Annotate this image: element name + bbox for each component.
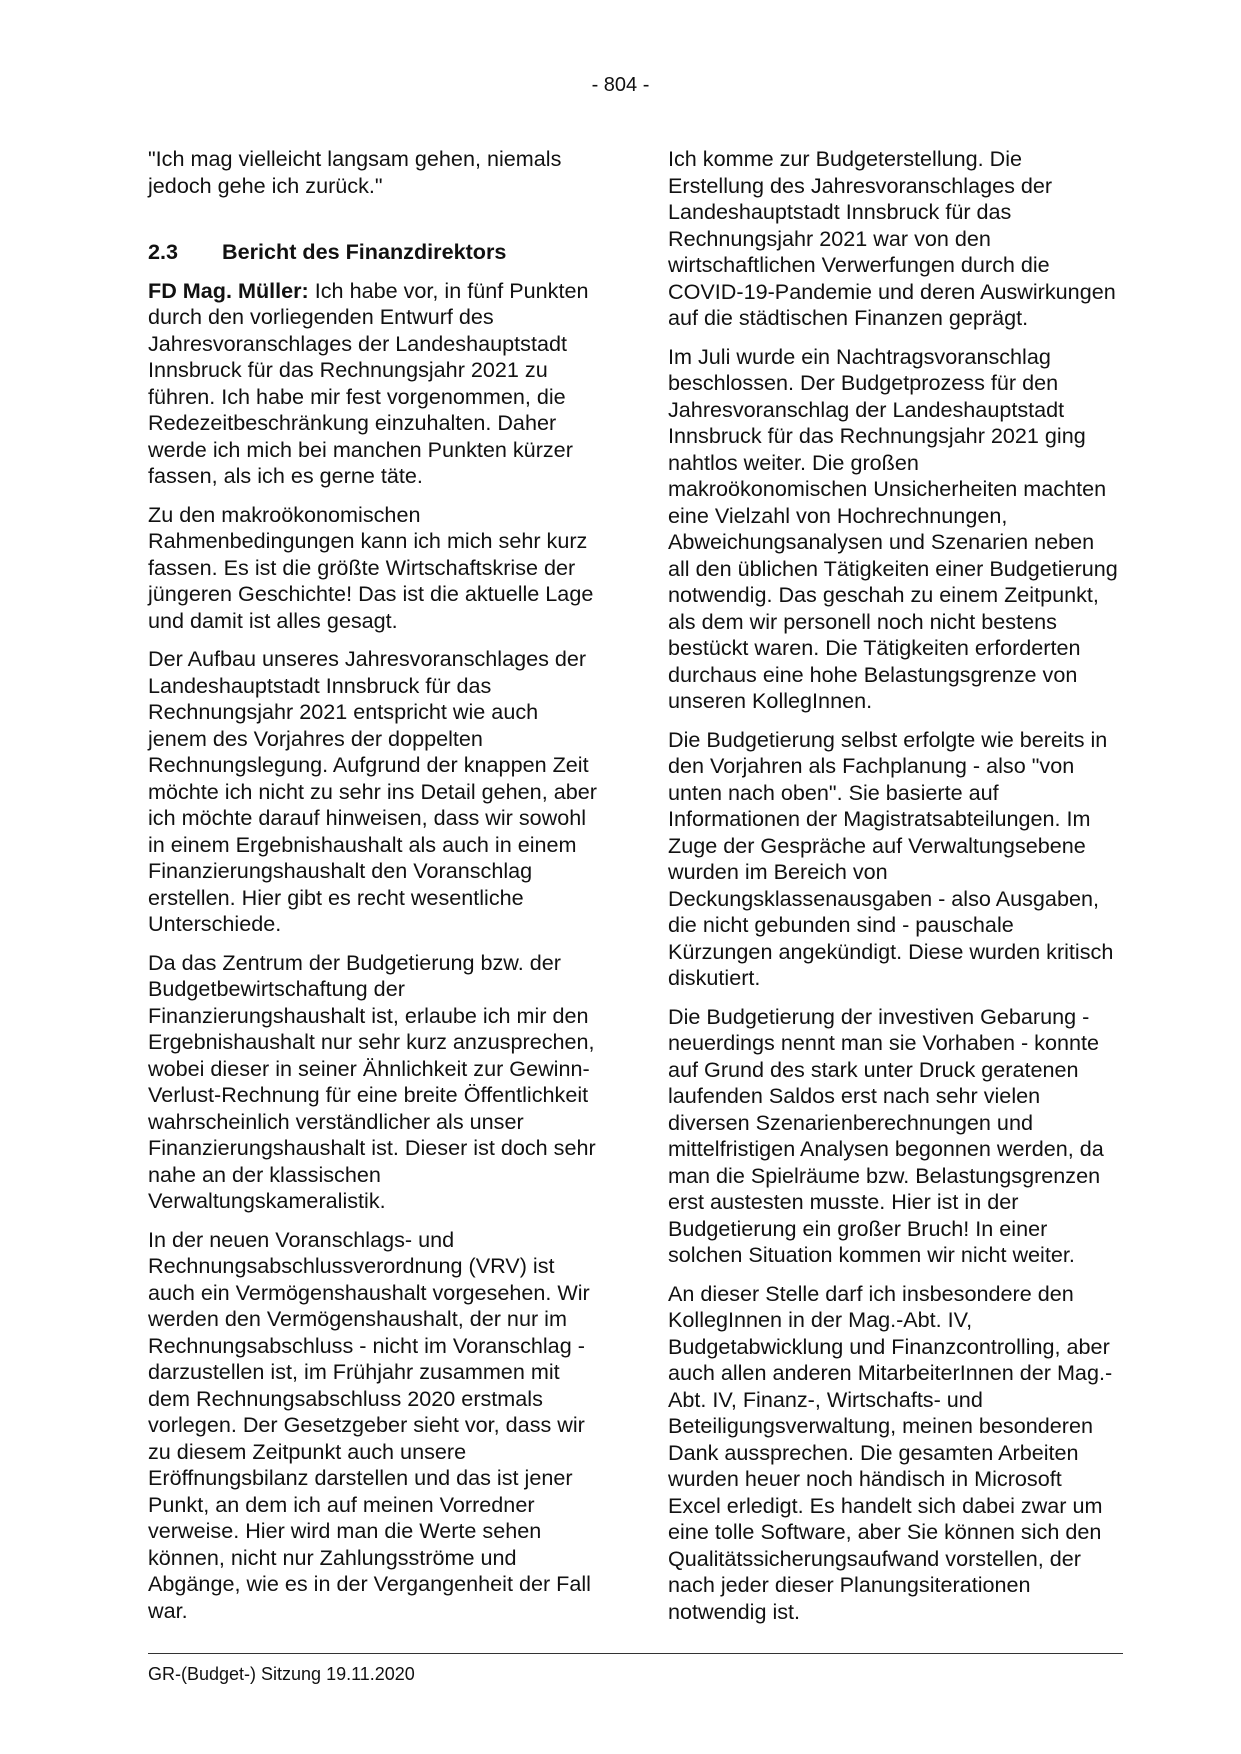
paragraph: An dieser Stelle darf ich insbesondere den KollegInnen in der Mag.-Abt. IV, Budgetabwicklung und Finanzcontrolling, aber auch allen anderen MitarbeiterInnen der Mag.-Abt. IV, Finanz-, Wirtschafts- und Beteiligungsverwaltung, meinen besonderen Dank aussprechen. Die gesamten Arbeiten wurden heuer noch händisch in Microsoft Excel erledigt. Es handelt sich dabei zwar um eine tolle Software, aber Sie können sich den Qualitätssicherungsaufwand vorstellen, der nach jeder dieser Planungsiterationen notwendig ist.: [668, 1280, 1113, 1624]
right-column: [668, 146, 1118, 1637]
section-title: Bericht des Finanzdirektors: [222, 239, 507, 264]
paragraph: Der Aufbau unseres Jahresvoranschlages der Landeshauptstadt Innsbruck für das Rechnungsjahr 2021 entspricht wie auch jenem des Vorjahres der doppelten Rechnungslegung. Aufgrund der knappen Zeit möchte ich nicht zu sehr ins Detail gehen, aber ich möchte darauf hinweisen, dass wir sowohl in einem Ergebnishaushalt als auch in einem Finanzierungshaushalt den Voranschlag erstellen. Hier gibt es recht wesentliche Unterschiede.: [148, 646, 597, 936]
page-number: - 804 -: [591, 74, 650, 96]
paragraph: Im Juli wurde ein Nachtragsvoranschlag beschlossen. Der Budgetprozess für den Jahresvoranschlag der Landeshauptstadt Innsbruck für das Rechnungsjahr 2021 ging nahtlos weiter. Die großen makroökonomischen Unsicherheiten machten eine Vielzahl von Hochrechnungen, Abweichungsanalysen und Szenarien neben all den üblichen Tätigkeiten einer Budgetierung notwendig. Das geschah zu einem Zeitpunkt, als dem wir personell noch nicht bestens bestückt waren. Die Tätigkeiten erforderten durchaus eine hohe Belastungsgrenze von unseren KollegInnen.: [668, 343, 1118, 713]
footer-divider: [148, 1653, 1123, 1654]
section-heading: [148, 239, 598, 266]
paragraph: Zu den makroökonomischen Rahmenbedingungen kann ich mich sehr kurz fassen. Es ist die größte Wirtschaftskrise der jüngeren Geschichte! Das ist die aktuelle Lage und damit ist alles gesagt.: [148, 501, 594, 633]
paragraph: Da das Zentrum der Budgetierung bzw. der Budgetbewirtschaftung der Finanzierungshaushalt ist, erlaube ich mir den Ergebnishaushalt nur sehr kurz anzusprechen, wobei dieser in seiner Ähnlichkeit zur Gewinn-Verlust-Rechnung für eine breite Öffentlichkeit wahrscheinlich verständlicher als unser Finanzierungshaushalt ist. Dieser ist doch sehr nahe an der klassischen Verwaltungskameralistik.: [148, 949, 596, 1213]
paragraph: Ich komme zur Budgeterstellung. Die Erstellung des Jahresvoranschlages der Landeshauptstadt Innsbruck für das Rechnungsjahr 2021 war von den wirtschaftlichen Verwerfungen durch die COVID-19-Pandemie und deren Auswirkungen auf die städtischen Finanzen geprägt.: [668, 146, 1116, 330]
paragraph: In der neuen Voranschlags- und Rechnungsabschlussverordnung (VRV) ist auch ein Vermögenshaushalt vorgesehen. Wir werden den Vermögenshaushalt, der nur im Rechnungsabschluss - nicht im Voranschlag - darzustellen ist, im Frühjahr zusammen mit dem Rechnungsabschluss 2020 erstmals vorlegen. Der Gesetzgeber sieht vor, dass wir zu diesem Zeitpunkt auch unsere Eröffnungsbilanz darstellen und das ist jener Punkt, an dem ich auf meinen Vorredner verweise. Hier wird man die Werte sehen können, nicht nur Zahlungsströme und Abgänge, wie es in der Vergangenheit der Fall war.: [148, 1226, 591, 1623]
opening-quote: "Ich mag vielleicht langsam gehen, niemals jedoch gehe ich zurück.": [148, 146, 562, 198]
paragraph-text: Ich habe vor, in fünf Punkten durch den vorliegenden Entwurf des Jahresvoranschlages der Landeshauptstadt Innsbruck für das Rechnungsjahr 2021 zu führen. Ich habe mir fest vorgenommen, die Redezeitbeschränkung einzuhalten. Daher werde ich mich bei manchen Punkten kürzer fassen, als ich es gerne täte.: [148, 277, 589, 488]
paragraph: Die Budgetierung der investiven Gebarung - neuerdings nennt man sie Vorhaben - konnte auf Grund des stark unter Druck geratenen laufenden Saldos erst nach sehr vielen diversen Szenarienberechnungen und mittelfristigen Analysen begonnen werden, da man die Spielräume bzw. Belastungsgrenzen erst austesten musste. Hier ist in der Budgetierung ein großer Bruch! In einer solchen Situation kommen wir nicht weiter.: [668, 1003, 1104, 1267]
speaker-name: FD Mag. Müller:: [148, 277, 309, 303]
paragraph: Die Budgetierung selbst erfolgte wie bereits in den Vorjahren als Fachplanung - also "von unten nach oben". Sie basierte auf Informationen der Magistratsabteilungen. Im Zuge der Gespräche auf Verwaltungsebene wurden im Bereich von Deckungsklassenausgaben - also Ausgaben, die nicht gebunden sind - pauschale Kürzungen angekündigt. Diese wurden kritisch diskutiert.: [668, 726, 1114, 990]
section-number: 2.3: [148, 239, 179, 264]
paragraph: [148, 278, 598, 490]
left-column: [148, 146, 598, 1636]
footer-text: GR-(Budget-) Sitzung 19.11.2020: [148, 1664, 415, 1684]
